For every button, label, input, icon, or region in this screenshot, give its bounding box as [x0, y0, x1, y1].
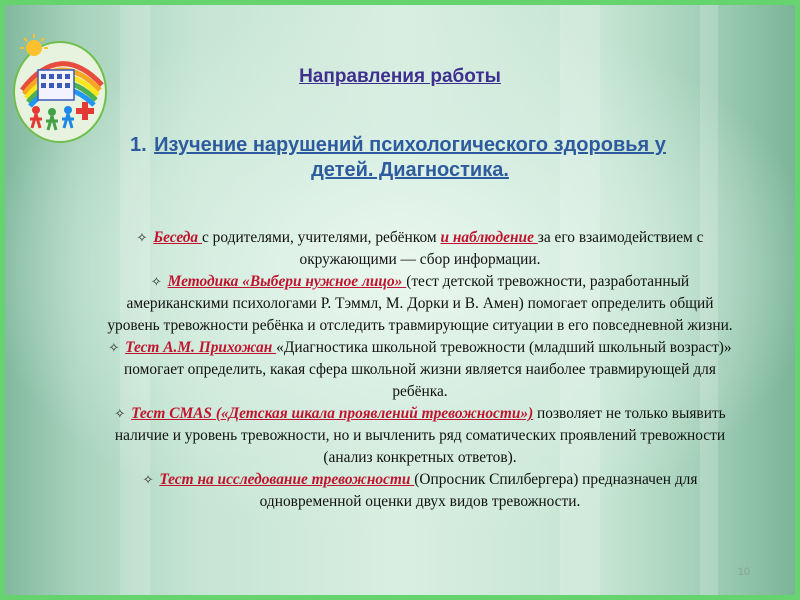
list-item	[100, 271, 740, 337]
list-item	[100, 227, 740, 271]
heading-number: 1.	[130, 134, 147, 156]
method-link[interactable]: Беседа	[153, 229, 202, 246]
item-text: (Опросник Спилбергера) предназначен для одновременной оценки двух видов тревожности.	[259, 471, 698, 510]
diamond-bullet-icon: ✧	[136, 230, 148, 245]
method-link[interactable]: Методика «Выбери нужное лицо»	[167, 273, 407, 290]
list-item	[100, 337, 740, 403]
item-text: (тест детской тревожности, разработанный американскими психологами Р. Тэммл, М. Дорки и В. Амен) помогает определить общий уровень тревожности ребёнка и отследить травмирующие ситуации в его повседневной жизни.	[107, 273, 733, 334]
diamond-bullet-icon: ✧	[142, 472, 154, 487]
method-list	[100, 227, 740, 513]
item-text: позволяет не только выявить наличие и уровень тревожности, но и вычленить ряд соматических проявлений тревожности (анализ конкретных ответов).	[114, 405, 726, 466]
diamond-bullet-icon: ✧	[108, 340, 120, 355]
method-link[interactable]: и наблюдение	[440, 229, 538, 246]
list-item	[100, 403, 740, 469]
item-text: с родителями, учителями, ребёнком	[201, 229, 441, 246]
page-number: 10	[737, 566, 750, 578]
method-link[interactable]: Тест CMAS («Детская шкала проявлений тревожности»)	[131, 405, 534, 422]
diamond-bullet-icon: ✧	[114, 406, 126, 421]
diamond-bullet-icon: ✧	[150, 274, 162, 289]
section-heading	[130, 133, 690, 183]
item-text: «Диагностика школьной тревожности (младший школьный возраст)» помогает определить, какая сфера школьной жизни является наиболее травмирующей для ребёнка.	[124, 339, 732, 400]
list-item	[100, 469, 740, 513]
method-link[interactable]: Тест на исследование тревожности	[159, 471, 415, 488]
method-link[interactable]: Тест А.М. Прихожан	[125, 339, 277, 356]
heading-text: Изучение нарушений психологического здоровья у детей. Диагностика.	[154, 134, 666, 181]
slide-title: Направления работы	[299, 66, 501, 87]
item-text: за его взаимодействием с окружающими — сбор информации.	[299, 229, 704, 268]
